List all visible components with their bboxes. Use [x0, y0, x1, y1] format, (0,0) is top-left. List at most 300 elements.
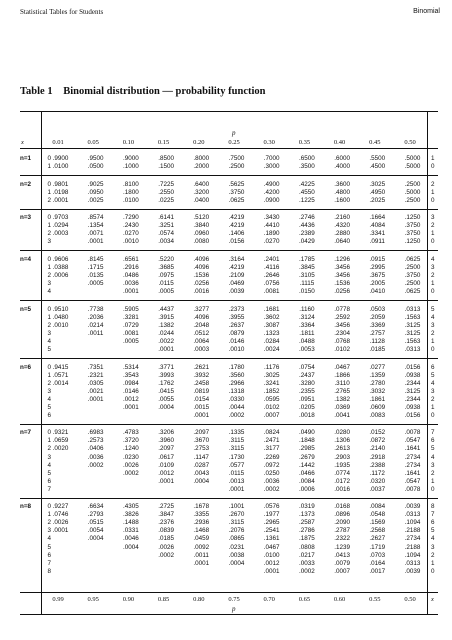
- probability-cell: .0896: [334, 511, 350, 519]
- probability-cell: .0156: [404, 411, 421, 419]
- x-value-right: 6: [431, 363, 435, 371]
- probability-cell: .0038: [228, 551, 245, 559]
- x-value: 8: [47, 567, 51, 575]
- probability-cell: .0064: [193, 337, 210, 345]
- x-value-right: 1: [431, 477, 435, 485]
- probability-cell: .0013: [228, 477, 245, 485]
- probability-cell: .0053: [299, 345, 315, 353]
- probability-cell: .0135: [87, 272, 104, 280]
- probability-cell: .0488: [299, 337, 315, 345]
- probability-cell: .4437: [158, 305, 174, 313]
- x-value-right: 0: [431, 485, 435, 493]
- probability-cell: .1600: [334, 196, 350, 204]
- probability-cell: .0756: [263, 280, 280, 288]
- probability-cell: .0003: [52, 230, 69, 238]
- probability-cell: .0975: [158, 272, 174, 280]
- probability-cell: .0033: [299, 559, 315, 567]
- probability-cell: .1240: [123, 445, 139, 453]
- probability-cell: .6634: [87, 503, 104, 511]
- probability-cell: .0768: [334, 337, 350, 345]
- probability-cell: .3600: [334, 180, 350, 188]
- probability-cell: .4116: [264, 264, 280, 271]
- probability-cell: .9500: [87, 155, 104, 162]
- probability-cell: .1875: [299, 535, 315, 543]
- probability-cell: .8500: [158, 155, 174, 162]
- probability-cell: .0014: [52, 379, 69, 387]
- x-value: 1: [47, 437, 51, 445]
- probability-cell: .1373: [299, 511, 315, 519]
- probability-cell: .1147: [193, 453, 209, 461]
- p-value-label: 0.95: [87, 596, 99, 603]
- probability-cell: .0002: [158, 551, 174, 559]
- block-separator-rule: [20, 250, 438, 251]
- x-value: 0: [47, 363, 51, 371]
- x-value-right: 2: [431, 222, 435, 230]
- probability-cell: .1852: [263, 387, 280, 395]
- p-value-label: 0.50: [404, 596, 416, 603]
- probability-cell: .1785: [299, 255, 315, 263]
- probability-cell: .3993: [158, 371, 174, 379]
- probability-cell: .0609: [369, 403, 386, 411]
- probability-cell: .1160: [299, 305, 315, 313]
- probability-cell: .0951: [299, 395, 315, 403]
- probability-cell: .2966: [228, 379, 245, 387]
- x-value: 5: [47, 345, 51, 353]
- probability-cell: .1250: [404, 214, 421, 222]
- probability-cell: .0294: [52, 222, 69, 230]
- probability-cell: .0984: [123, 379, 139, 387]
- probability-cell: .0083: [369, 411, 386, 419]
- probability-cell: .2786: [299, 527, 315, 535]
- x-value-right: 0: [431, 411, 435, 419]
- x-value: 4: [47, 535, 51, 543]
- probability-cell: .0900: [263, 196, 280, 204]
- probability-cell: .0214: [87, 321, 104, 329]
- probability-cell: .4219: [228, 222, 245, 230]
- probability-cell: .4219: [228, 214, 245, 222]
- probability-cell: .3281: [123, 313, 139, 321]
- probability-cell: .2388: [369, 461, 386, 469]
- probability-cell: .4900: [263, 180, 280, 188]
- probability-cell: .0154: [193, 395, 210, 403]
- probability-cell: .2780: [369, 379, 386, 387]
- probability-cell: .8000: [193, 155, 210, 162]
- x-value-right: 6: [431, 437, 435, 445]
- probability-cell: .1000: [123, 163, 139, 171]
- probability-cell: .2725: [158, 503, 174, 511]
- probability-cell: .3675: [369, 272, 386, 280]
- probability-cell: .0331: [123, 527, 139, 535]
- x-value: 2: [47, 445, 51, 453]
- probability-cell: .3670: [193, 437, 210, 445]
- probability-cell: .0156: [404, 363, 421, 371]
- probability-cell: .0415: [158, 387, 174, 395]
- probability-cell: .1128: [369, 337, 385, 345]
- p-value-label: 0.01: [52, 139, 64, 146]
- probability-cell: .0595: [263, 395, 280, 403]
- x-value: 5: [47, 543, 51, 551]
- probability-cell: .3164: [228, 255, 245, 263]
- probability-cell: .0016: [193, 288, 210, 296]
- probability-cell: .0036: [263, 477, 280, 485]
- probability-cell: .0911: [369, 238, 385, 246]
- probability-cell: .2188: [404, 527, 421, 535]
- probability-cell: .3456: [334, 272, 350, 280]
- x-value: 0: [47, 155, 51, 162]
- probability-cell: .2160: [334, 214, 350, 222]
- probability-cell: .2903: [334, 453, 350, 461]
- probability-cell: .2000: [193, 163, 210, 171]
- probability-cell: .0109: [158, 461, 174, 469]
- probability-cell: .1225: [299, 196, 315, 204]
- probability-cell: .0021: [87, 387, 104, 395]
- probability-cell: .3341: [369, 230, 386, 238]
- probability-cell: .0055: [158, 395, 174, 403]
- x-value-right: 3: [431, 264, 435, 271]
- probability-cell: .3115: [228, 445, 245, 453]
- probability-cell: .2471: [263, 437, 280, 445]
- probability-cell: .2793: [87, 511, 104, 519]
- probability-cell: .2458: [193, 379, 210, 387]
- table-title: [20, 86, 266, 97]
- p-value-label: 0.40: [333, 139, 346, 146]
- x-value-right: 1: [431, 403, 435, 411]
- probability-cell: .2430: [123, 222, 139, 230]
- probability-cell: .2097: [158, 445, 174, 453]
- probability-cell: .2344: [404, 395, 421, 403]
- probability-cell: .0017: [369, 567, 386, 575]
- probability-cell: .0115: [228, 469, 245, 477]
- probability-cell: .0039: [404, 503, 421, 511]
- probability-cell: .0004: [228, 559, 245, 567]
- probability-cell: .0005: [87, 280, 104, 288]
- probability-cell: .2188: [404, 543, 421, 551]
- probability-cell: .0168: [334, 503, 350, 511]
- probability-cell: .0872: [369, 437, 386, 445]
- probability-cell: .0625: [228, 196, 245, 204]
- probability-cell: .5000: [404, 188, 421, 196]
- x-value: 3: [47, 387, 51, 395]
- probability-cell: .4320: [334, 222, 350, 230]
- probability-cell: .2036: [87, 313, 104, 321]
- probability-cell: .0369: [334, 403, 350, 411]
- block-separator-rule: [20, 175, 438, 176]
- probability-cell: .1172: [369, 469, 385, 477]
- x-value: 0: [47, 180, 51, 188]
- probability-cell: .0006: [52, 272, 69, 280]
- probability-cell: .3125: [404, 387, 421, 395]
- probability-cell: .0041: [334, 411, 350, 419]
- probability-cell: .2765: [334, 387, 350, 395]
- probability-cell: .2025: [369, 196, 386, 204]
- probability-cell: .9510: [52, 305, 69, 313]
- p-value-label: 0.50: [404, 139, 416, 146]
- probability-cell: .3251: [158, 222, 174, 230]
- x-value: 2: [47, 321, 51, 329]
- x-value: 6: [47, 411, 51, 419]
- header-rule: [20, 148, 438, 149]
- probability-cell: .3955: [228, 313, 245, 321]
- probability-cell: .0024: [263, 345, 280, 353]
- probability-cell: .2500: [228, 163, 245, 171]
- x-value-right: 4: [431, 535, 435, 543]
- probability-cell: .0004: [158, 403, 174, 411]
- x-value-right: 4: [431, 255, 435, 263]
- probability-cell: .3500: [299, 163, 315, 171]
- probability-cell: .3430: [263, 214, 280, 222]
- p-header-symbol: p: [232, 129, 236, 137]
- x-value: 1: [47, 222, 51, 230]
- probability-cell: .2918: [369, 453, 386, 461]
- probability-cell: .3206: [158, 429, 174, 437]
- probability-cell: .0001: [158, 477, 174, 485]
- x-value: 6: [47, 551, 51, 559]
- probability-cell: .0100: [263, 551, 280, 559]
- probability-cell: .4305: [123, 503, 139, 511]
- probability-cell: .0330: [228, 395, 245, 403]
- probability-cell: .0084: [299, 477, 315, 485]
- x-value-right: 2: [431, 180, 435, 188]
- block-separator-rule: [20, 424, 438, 425]
- probability-cell: .3750: [404, 222, 421, 230]
- probability-cell: .0503: [369, 305, 386, 313]
- probability-cell: .1094: [404, 551, 421, 559]
- probability-cell: .5220: [158, 255, 174, 263]
- probability-cell: .0703: [369, 551, 386, 559]
- x-value-right: 7: [431, 429, 435, 437]
- probability-cell: .1730: [228, 453, 245, 461]
- probability-cell: .2679: [299, 453, 315, 461]
- probability-cell: .1094: [404, 519, 421, 527]
- probability-cell: .0100: [123, 196, 139, 204]
- probability-cell: .3025: [263, 371, 280, 379]
- probability-cell: .3847: [158, 511, 174, 519]
- block-separator-rule: [20, 209, 438, 210]
- x-value: 4: [47, 288, 51, 296]
- probability-cell: .2637: [228, 321, 245, 329]
- p-value-label: 0.80: [193, 596, 205, 603]
- running-header-section: Binomial: [413, 8, 440, 15]
- x-value: 1: [47, 313, 51, 321]
- probability-cell: .3125: [404, 321, 421, 329]
- x-value: 1: [47, 511, 51, 519]
- probability-cell: .0217: [299, 551, 315, 559]
- probability-cell: .2321: [87, 371, 104, 379]
- probability-cell: .0018: [299, 411, 315, 419]
- probability-cell: .0026: [52, 519, 69, 527]
- probability-cell: .0150: [299, 288, 315, 296]
- probability-cell: .4410: [263, 222, 280, 230]
- probability-cell: .2985: [299, 445, 315, 453]
- probability-cell: .0547: [404, 477, 421, 485]
- probability-cell: .4550: [299, 188, 315, 196]
- probability-cell: .7290: [123, 214, 139, 222]
- probability-cell: .0092: [193, 543, 210, 551]
- probability-cell: .0839: [158, 527, 174, 535]
- probability-cell: .1811: [299, 329, 315, 337]
- probability-cell: .2613: [334, 445, 350, 453]
- probability-cell: .0388: [52, 264, 69, 271]
- probability-cell: .0879: [228, 329, 245, 337]
- p-value-label: 0.10: [122, 139, 135, 146]
- p-value-label: 0.70: [263, 596, 275, 603]
- probability-cell: .1250: [404, 238, 421, 246]
- x-value: 2: [47, 272, 51, 280]
- probability-cell: .1488: [123, 519, 139, 527]
- probability-cell: .3241: [263, 379, 280, 387]
- probability-cell: .0305: [87, 379, 104, 387]
- n-label: n=4: [20, 255, 32, 263]
- probability-cell: .9000: [123, 155, 139, 162]
- probability-cell: .0001: [193, 559, 210, 567]
- probability-cell: .3932: [193, 371, 210, 379]
- probability-cell: .0574: [158, 230, 174, 238]
- probability-cell: .0865: [228, 535, 245, 543]
- probability-cell: .3456: [334, 321, 350, 329]
- probability-cell: .2373: [228, 305, 245, 313]
- probability-cell: .3277: [193, 305, 210, 313]
- probability-cell: .0225: [158, 196, 174, 204]
- p-value-label: 0.85: [157, 596, 170, 603]
- probability-cell: .0400: [193, 196, 210, 204]
- x-value-right: 6: [431, 519, 435, 527]
- probability-cell: .8574: [87, 214, 104, 222]
- x-value: 0: [47, 255, 51, 263]
- probability-cell: .0001: [87, 395, 104, 403]
- block-separator-rule: [20, 498, 438, 499]
- probability-cell: .1354: [87, 222, 104, 230]
- probability-cell: .1681: [263, 305, 280, 313]
- probability-cell: .0001: [52, 196, 69, 204]
- probability-cell: .1641: [404, 469, 421, 477]
- probability-cell: .0512: [193, 329, 210, 337]
- n-label: n=5: [20, 305, 32, 313]
- probability-cell: .0001: [193, 411, 210, 419]
- x-value-right: 0: [431, 567, 435, 575]
- x-value: 2: [47, 230, 51, 238]
- probability-cell: .2995: [369, 264, 386, 271]
- probability-cell: .0081: [123, 329, 139, 337]
- x-value: 7: [47, 485, 51, 493]
- n-label: n=6: [20, 363, 32, 371]
- probability-cell: .0625: [404, 255, 421, 263]
- probability-cell: .3750: [404, 230, 421, 238]
- probability-cell: .2500: [404, 264, 421, 271]
- probability-cell: .3720: [123, 437, 139, 445]
- probability-cell: .0002: [299, 567, 315, 575]
- x-value: 7: [47, 559, 51, 567]
- probability-cell: .6983: [87, 429, 104, 437]
- probability-cell: .9703: [52, 214, 69, 222]
- probability-cell: .9900: [52, 155, 69, 162]
- p-value-label: 0.99: [52, 596, 64, 603]
- probability-cell: .1318: [228, 387, 245, 395]
- probability-cell: .1563: [404, 337, 421, 345]
- probability-cell: .0080: [193, 238, 210, 246]
- n-label: n=2: [20, 180, 32, 188]
- x-value-right: 1: [431, 559, 435, 567]
- probability-cell: .5500: [369, 155, 386, 162]
- probability-cell: .3602: [263, 313, 280, 321]
- probability-cell: .3115: [228, 437, 245, 445]
- probability-cell: .5120: [193, 214, 210, 222]
- probability-cell: .2573: [87, 437, 104, 445]
- probability-cell: .3845: [299, 264, 315, 271]
- x-value: 2: [47, 379, 51, 387]
- probability-cell: .3177: [263, 445, 280, 453]
- x-value-right: 4: [431, 313, 435, 321]
- probability-cell: .0938: [404, 403, 421, 411]
- probability-cell: .0313: [404, 305, 421, 313]
- probability-cell: .0007: [334, 567, 350, 575]
- probability-cell: .2787: [334, 527, 350, 535]
- probability-cell: .1536: [334, 280, 350, 288]
- probability-cell: .1323: [263, 329, 280, 337]
- n-label: n=3: [20, 214, 32, 222]
- probability-cell: .0280: [334, 429, 350, 437]
- probability-cell: .6400: [193, 180, 210, 188]
- probability-cell: .0012: [123, 395, 139, 403]
- probability-cell: .2059: [369, 313, 386, 321]
- probability-cell: .0486: [123, 272, 139, 280]
- probability-cell: .0034: [158, 238, 174, 246]
- probability-cell: .0313: [404, 559, 421, 567]
- probability-cell: .2322: [334, 535, 350, 543]
- x-value-right: 5: [431, 305, 435, 313]
- probability-cell: .0001: [123, 403, 139, 411]
- probability-cell: .8100: [123, 180, 139, 188]
- probability-cell: .0039: [228, 288, 245, 296]
- x-value: 6: [47, 477, 51, 485]
- probability-cell: .3750: [228, 188, 245, 196]
- probability-cell: .0022: [158, 337, 174, 345]
- probability-cell: .0004: [123, 543, 139, 551]
- probability-cell: .0467: [263, 543, 280, 551]
- probability-cell: .0824: [263, 429, 280, 437]
- x-footer-symbol: x: [431, 596, 434, 603]
- x-value-right: 2: [431, 272, 435, 280]
- probability-cell: .5314: [123, 363, 139, 371]
- probability-cell: .0010: [52, 321, 69, 329]
- probability-cell: .0819: [193, 387, 210, 395]
- probability-cell: .2965: [263, 519, 280, 527]
- n-label: n=1: [20, 155, 32, 162]
- x-header-symbol: x: [21, 139, 24, 146]
- x-value-right: 4: [431, 379, 435, 387]
- probability-cell: .2753: [193, 445, 210, 453]
- probability-cell: .2097: [193, 429, 210, 437]
- probability-cell: .0146: [123, 387, 139, 395]
- x-value-right: 7: [431, 511, 435, 519]
- probability-cell: .9025: [87, 180, 104, 188]
- x-value-right: 0: [431, 196, 435, 204]
- probability-cell: .2734: [404, 461, 421, 469]
- probability-cell: .0659: [52, 437, 69, 445]
- probability-cell: .0778: [334, 305, 350, 313]
- probability-cell: .2916: [123, 264, 139, 271]
- p-value-label: 0.45: [369, 139, 381, 146]
- p-value-label: 0.15: [157, 139, 170, 146]
- probability-cell: .7500: [228, 155, 245, 162]
- x-value: 5: [47, 403, 51, 411]
- probability-cell: .3915: [158, 313, 174, 321]
- probability-cell: .0016: [334, 485, 350, 493]
- x-value-right: 3: [431, 214, 435, 222]
- probability-cell: .0480: [52, 313, 69, 321]
- probability-cell: .0020: [52, 445, 69, 453]
- x-value: 1: [47, 163, 51, 171]
- probability-cell: .0006: [299, 485, 315, 493]
